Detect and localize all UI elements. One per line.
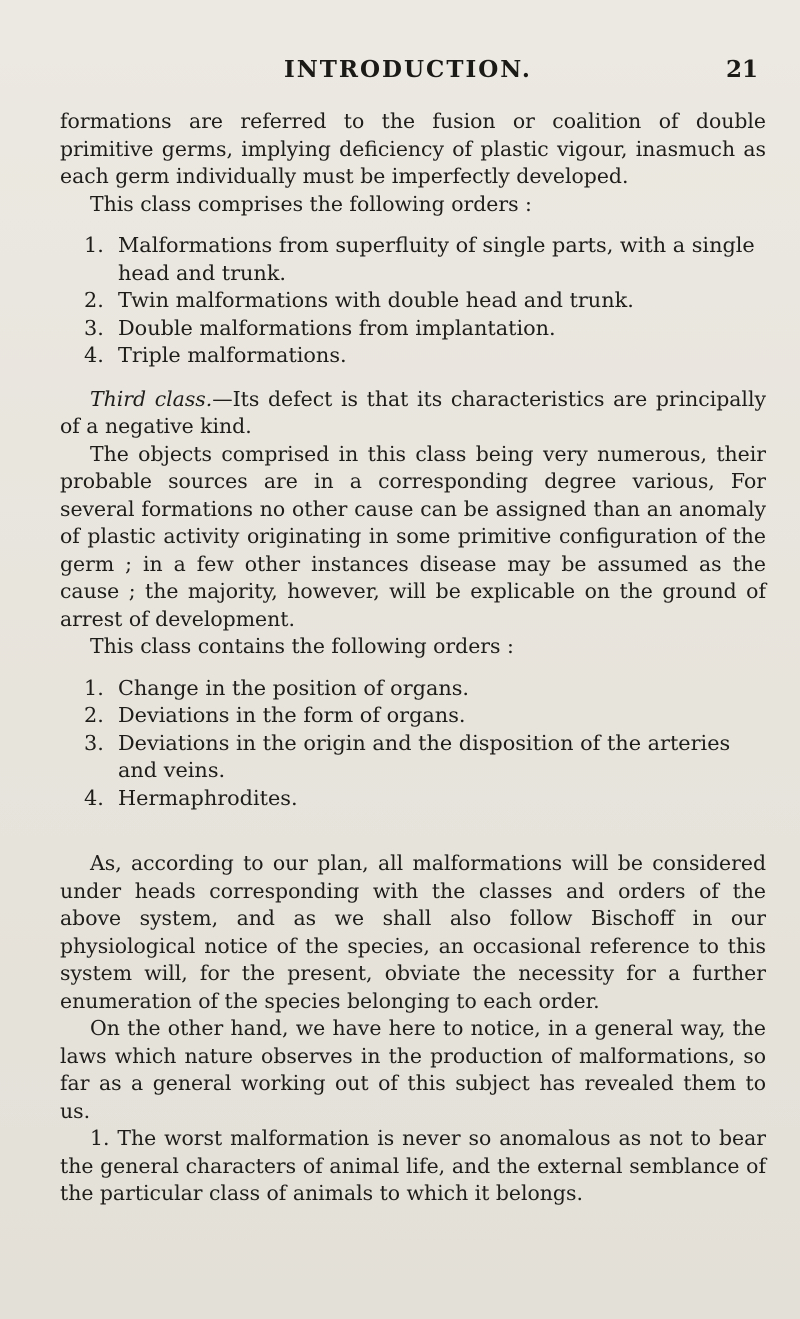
- third-class-label: Third class.: [90, 386, 213, 411]
- page-number: 21: [725, 56, 758, 83]
- third-class-text: —Its defect is that its characteristics are principally of a negative kind.: [60, 386, 766, 438]
- list-number: 2.: [84, 288, 104, 312]
- paragraph-objects: The objects comprised in this class being very numerous, their probable sources are in a corresponding degree various, For several formations no other cause can be assigned than an anomaly of plastic activity originating in some primitive configuration of the germ ; in a few other instances disease may be assumed as the cause ; the majority, however, will be explicable on the ground of arrest of development.: [60, 441, 766, 631]
- list-text: Hermaphrodites.: [118, 785, 298, 810]
- paragraph-law-one: 1. The worst malformation is never so anomalous as not to bear the general characters of animal life, and the external semblance of the particular class of animals to which it belongs.: [60, 1126, 766, 1205]
- list-number: 4.: [84, 343, 104, 367]
- list-item: [60, 730, 766, 785]
- list-item: [60, 342, 766, 370]
- page-header: [0, 56, 800, 96]
- list-number: 3.: [84, 730, 104, 755]
- orders-list-third-class: [60, 675, 766, 813]
- list-number: 1.: [84, 675, 104, 700]
- paragraph-laws: On the other hand, we have here to notice, in a general way, the laws which nature observes in the production of malformations, so far as a general working out of this subject has revealed them to us.: [60, 1016, 766, 1123]
- list-item: [60, 702, 766, 730]
- spacer: [60, 828, 766, 850]
- paragraph-continuation: formations are referred to the fusion or coalition of double primitive germs, implying deficiency of plastic vigour, inasmuch as each germ individually must be imperfectly developed.: [60, 109, 766, 188]
- list-item: [60, 232, 766, 287]
- paragraph-orders-intro: This class contains the following orders :: [90, 634, 514, 658]
- running-head: INTRODUCTION.: [284, 56, 532, 83]
- list-number: 4.: [84, 785, 104, 810]
- orders-list-second-class: [60, 232, 766, 370]
- list-item: [60, 785, 766, 813]
- list-text: Deviations in the form of organs.: [118, 703, 466, 727]
- list-item: [60, 287, 766, 315]
- paragraph-plan: As, according to our plan, all malformations will be considered under heads corresponding with the classes and orders of the above system, and as we shall also follow Bischoff in our physiological notice of the species, an occasional reference to this system will, for the present, obviate the necessity for a further enumeration of the species belonging to each order.: [60, 851, 766, 1013]
- paragraph-class-intro: This class comprises the following orders :: [90, 191, 532, 216]
- list-text: Malformations from superfluity of single parts, with a single head and trunk.: [118, 233, 755, 285]
- list-number: 2.: [84, 703, 104, 727]
- list-item: [60, 675, 766, 703]
- list-number: 1.: [84, 233, 104, 257]
- list-number: 3.: [84, 315, 104, 340]
- list-item: [60, 315, 766, 343]
- paragraph-third-class: [60, 386, 766, 441]
- list-text: Change in the position of organs.: [118, 675, 470, 700]
- list-text: Deviations in the origin and the disposition of the arteries and veins.: [118, 730, 731, 782]
- list-text: Triple malformations.: [118, 343, 347, 367]
- list-text: Twin malformations with double head and trunk.: [118, 288, 634, 312]
- page-body: [60, 108, 766, 1208]
- list-text: Double malformations from implantation.: [118, 315, 556, 340]
